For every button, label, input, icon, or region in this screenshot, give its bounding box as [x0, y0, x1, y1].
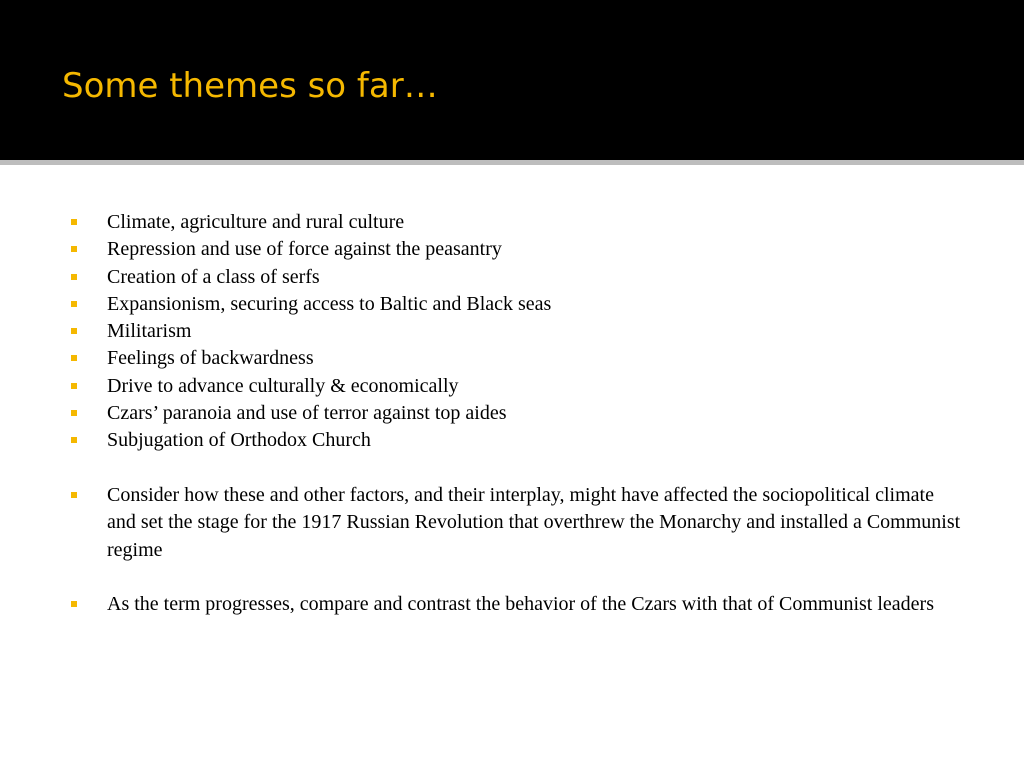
bullet-item [71, 400, 961, 427]
bullet-item [71, 291, 961, 318]
bullet-text: Climate, agriculture and rural culture [107, 211, 405, 233]
title-band [0, 0, 1024, 160]
square-bullet-icon [71, 601, 77, 607]
square-bullet-icon [71, 328, 77, 334]
square-bullet-icon [71, 274, 77, 280]
bullet-text: As the term progresses, compare and contrast the behavior of the Czars with that of Communist leaders [107, 593, 934, 616]
bullet-text: Militarism [107, 320, 192, 343]
bullet-item [71, 209, 961, 236]
bullet-text: Feelings of backwardness [107, 347, 314, 370]
square-bullet-icon [71, 246, 77, 252]
bullet-text: Czars’ paranoia and use of terror against top aides [107, 402, 507, 425]
square-bullet-icon [71, 383, 77, 389]
square-bullet-icon [71, 219, 77, 225]
square-bullet-icon [71, 492, 77, 498]
square-bullet-icon [71, 437, 77, 443]
title-divider-highlight [0, 165, 1024, 167]
bullet-list [71, 209, 961, 618]
bullet-text: Subjugation of Orthodox Church [107, 429, 371, 452]
bullet-text: Repression and use of force against the peasantry [107, 238, 502, 261]
bullet-item [71, 345, 961, 372]
bullet-item [71, 482, 961, 564]
bullet-item [71, 236, 961, 263]
square-bullet-icon [71, 410, 77, 416]
bullet-text: Creation of a class of serfs [107, 265, 320, 288]
bullet-item [71, 318, 961, 345]
square-bullet-icon [71, 355, 77, 361]
bullet-text: Consider how these and other factors, and their interplay, might have affected the sociopolitical climate and set the stage for the 1917 Russian Revolution that overthrew the Monarchy and installed a Communist regime [107, 483, 961, 561]
bullet-item [71, 591, 961, 618]
bullet-text: Drive to advance culturally & economically [107, 374, 459, 397]
square-bullet-icon [71, 301, 77, 307]
bullet-text: Expansionism, securing access to Baltic and Black seas [107, 292, 552, 315]
slide-title: Some themes so far… [62, 66, 438, 106]
bullet-item [71, 373, 961, 400]
bullet-item [71, 264, 961, 291]
bullet-item [71, 427, 961, 454]
